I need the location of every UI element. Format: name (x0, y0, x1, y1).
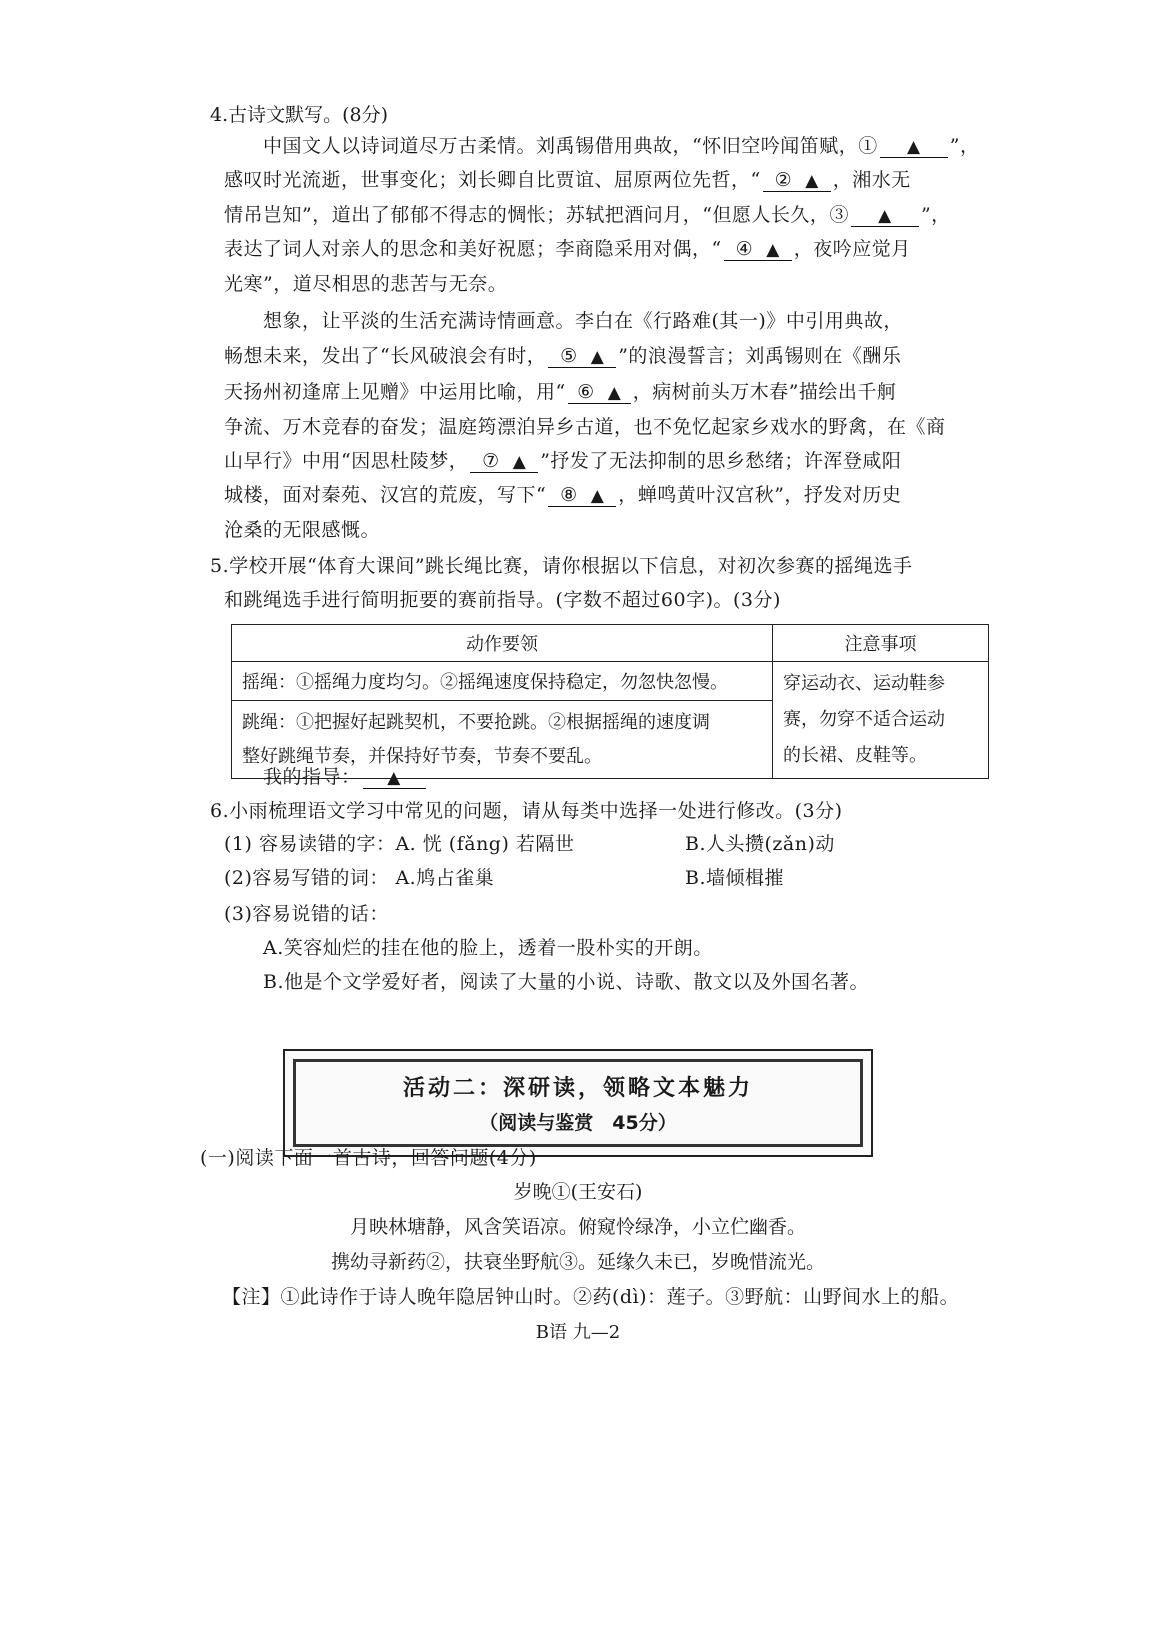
cell-line: 跳绳：①把握好起跳契机，不要抢跳。②根据摇绳的速度调 (242, 711, 710, 733)
question-6-heading: 6.小雨梳理语文学习中常见的问题，请从每类中选择一处进行修改。(3分) (210, 800, 843, 822)
q6-item3-option-a: A.笑容灿烂的挂在他的脸上，透着一股朴实的开朗。 (263, 937, 713, 959)
banner-title: 活动二：深研读，领略文本魅力 (402, 1076, 753, 1101)
text: 表达了词人对亲人的思念和美好祝愿；李商隐采用对偶，“ (224, 238, 722, 260)
text: 畅想未来，发出了“长风破浪会有时， (224, 345, 547, 367)
table-cell-notes (773, 662, 989, 779)
q6-item2-option-b: B.墙倾楫摧 (685, 867, 785, 889)
fill-blank-2[interactable] (763, 169, 831, 192)
table-cell-rope-swing: 摇绳：①摇绳力度均匀。②摇绳速度保持稳定，勿忽快忽慢。 (232, 662, 773, 701)
table-header-notes: 注意事项 (773, 625, 989, 662)
poem-note: 【注】①此诗作于诗人晚年隐居钟山时。②药(dì)：莲子。③野航：山野间水上的船。 (222, 1286, 960, 1308)
text: ”， (920, 204, 951, 226)
my-guidance-row (263, 762, 428, 789)
text: 感叹时光流逝，世事变化；刘长卿自比贾谊、屈原两位先哲，“ (224, 169, 761, 191)
question-5-line2: 和跳绳选手进行简明扼要的赛前指导。(字数不超过60字)。(3分) (224, 589, 781, 611)
text: 城楼，面对秦苑、汉宫的荒废，写下“ (224, 484, 547, 506)
poem-line-2: 携幼寻新药②，扶衰坐野航③。延缘久未已，岁晚惜流光。 (330, 1251, 825, 1273)
text: ，湘水无 (832, 169, 911, 191)
triangle-icon: ▲ (512, 452, 527, 472)
triangle-icon: ▲ (878, 206, 892, 226)
triangle-icon: ▲ (906, 137, 921, 157)
text: ，病树前头万木春”描绘出千舸 (632, 381, 897, 403)
text: 山早行》中用“因思杜陵梦， (224, 450, 469, 472)
q6-item1: (1) 容易读错的字：A. 恍 (fǎng) 若隔世 (224, 833, 575, 855)
q4-p2-line6 (224, 480, 901, 507)
triangle-icon: ▲ (387, 768, 401, 788)
fill-blank-7[interactable] (470, 450, 538, 473)
text: ，蝉鸣黄叶汉宫秋”，抒发对历史 (618, 484, 902, 506)
fill-blank-6[interactable] (568, 381, 631, 404)
text: ，夜吟应觉月 (793, 238, 911, 260)
question-4-heading: 4.古诗文默写。(8分) (210, 104, 389, 126)
question-5-heading: 5.学校开展“体育大课间”跳长绳比赛，请你根据以下信息，对初次参赛的摇绳选手 (210, 555, 913, 577)
text: ”的浪漫誓言；刘禹锡则在《酬乐 (618, 345, 902, 367)
poem-line-1: 月映林塘静，风含笑语凉。俯窥怜绿净，小立伫幽香。 (349, 1216, 806, 1238)
fill-blank-3[interactable] (851, 204, 919, 227)
q4-p1-line5: 光寒”，道尽相思的悲苦与无奈。 (224, 273, 508, 295)
q4-p1-line1 (263, 131, 979, 158)
q4-p2-line1: 想象，让平淡的生活充满诗情画意。李白在《行路难(其一)》中引用典故， (263, 310, 903, 332)
q4-p2-line2 (224, 341, 901, 368)
q4-p2-line5 (224, 446, 901, 473)
text: 中国文人以诗词道尽万古柔情。刘禹锡借用典故，“怀旧空吟闻笛赋， (263, 135, 859, 157)
activity-banner (283, 1049, 873, 1157)
cell-line: 整好跳绳节奏，并保持好节奏，节奏不要乱。 (242, 745, 602, 767)
q4-p2-line3 (224, 377, 896, 404)
triangle-icon: ▲ (590, 486, 605, 506)
triangle-icon: ▲ (805, 171, 819, 191)
q4-p2-line4: 争流、万木竞春的奋发；温庭筠漂泊异乡古道，也不免忆起家乡戏水的野禽，在《商 (224, 416, 946, 438)
blank-number: ⑤ (560, 345, 578, 367)
q6-item3: (3)容易说错的话： (224, 903, 389, 925)
blank-number: ⑦ (482, 450, 500, 472)
poem-section-heading: (一)阅读下面一首古诗，回答问题(4分) (200, 1147, 537, 1169)
triangle-icon: ▲ (607, 383, 622, 403)
fill-blank-8[interactable] (548, 484, 616, 507)
fill-blank-5[interactable] (548, 345, 616, 368)
text: 情吊岂知”，道出了郁郁不得志的惆怅；苏轼把酒问月，“但愿人长久， (224, 204, 830, 226)
note-line: 赛，勿穿不适合运动 (783, 709, 945, 730)
note-line: 的长裙、皮鞋等。 (783, 745, 927, 766)
banner-subtitle: （阅读与鉴赏 45分） (479, 1112, 677, 1134)
fill-blank-4[interactable] (724, 238, 792, 261)
q6-item2: (2)容易写错的词： A.鸠占雀巢 (224, 867, 495, 889)
text: ”抒发了无法抑制的思乡愁绪；许浑登咸阳 (540, 450, 902, 472)
q4-p2-line7: 沧桑的无限感慨。 (224, 519, 381, 541)
table-header-actions: 动作要领 (232, 625, 773, 662)
poem-title: 岁晚①(王安石) (513, 1181, 643, 1203)
blank-number: ③ (829, 204, 849, 226)
guidance-answer-blank[interactable] (363, 766, 426, 789)
triangle-icon: ▲ (590, 347, 605, 367)
blank-number: ④ (735, 238, 754, 260)
page-footer: B语 九—2 (535, 1322, 621, 1343)
blank-number: ① (858, 135, 878, 157)
fill-blank-1[interactable] (880, 135, 948, 158)
text: 天扬州初逢席上见赠》中运用比喻，用“ (224, 381, 566, 403)
blank-number: ⑥ (577, 381, 595, 403)
blank-number: ⑧ (560, 484, 578, 506)
triangle-icon: ▲ (766, 240, 780, 260)
my-guidance-label: 我的指导： (263, 766, 361, 788)
q4-p1-line4 (224, 234, 911, 261)
q6-item1-option-b: B.人头攒(zǎn)动 (685, 833, 835, 855)
guidance-table (231, 624, 989, 779)
q4-p1-line3 (224, 200, 951, 227)
blank-number: ② (774, 169, 793, 191)
q4-p1-line2 (224, 165, 911, 192)
text: ”， (949, 135, 980, 157)
q6-item3-option-b: B.他是个文学爱好者，阅读了大量的小说、诗歌、散文以及外国名著。 (263, 971, 870, 993)
note-line: 穿运动衣、运动鞋参 (783, 673, 945, 694)
